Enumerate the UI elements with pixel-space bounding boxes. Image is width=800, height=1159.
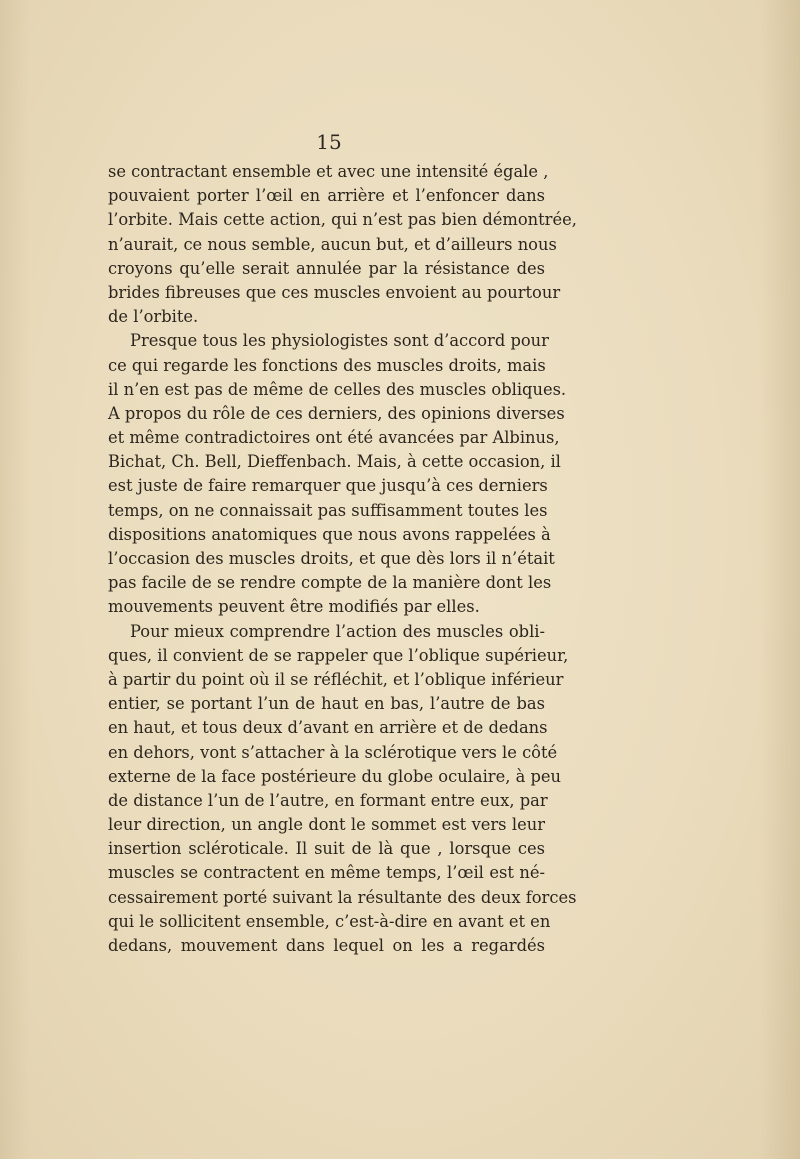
text-line: croyons qu’elle serait annulée par la résistance des — [108, 258, 545, 278]
text-line: dispositions anatomiques que nous avons rappelées à — [108, 524, 551, 544]
paragraph-2 — [108, 329, 567, 619]
text-line: de distance l’un de l’autre, en formant entre eux, par — [108, 790, 548, 810]
text-line: insertion scléroticale. Il suit de là que , lorsque ces — [108, 839, 545, 859]
text-line: leur direction, un angle dont le sommet est vers leur — [108, 815, 545, 835]
text-line: ce qui regarde les fonctions des muscles droits, mais — [108, 355, 546, 375]
page-edge-shadow-right — [760, 0, 800, 1159]
text-line: cessairement porté suivant la résultante des deux forces — [108, 887, 577, 907]
text-line: et même contradictoires ont été avancées par Albinus, — [108, 428, 560, 448]
paragraph-1 — [108, 160, 577, 329]
text-line: à partir du point où il se réfléchit, et l’oblique inférieur — [108, 669, 564, 689]
text-line: Bichat, Ch. Bell, Dieffenbach. Mais, à cette occasion, il — [108, 452, 561, 472]
text-line: temps, on ne connaissait pas suffisamment toutes les — [108, 500, 548, 520]
text-line: externe de la face postérieure du globe oculaire, à peu — [108, 766, 561, 786]
text-line: dedans, mouvement dans lequel on les a regardés — [108, 936, 545, 955]
text-line: n’aurait, ce nous semble, aucun but, et d’ailleurs nous — [108, 234, 557, 254]
text-line: en haut, et tous deux d’avant en arrière et de dedans — [108, 718, 548, 738]
text-line: Presque tous les physiologistes sont d’accord pour — [130, 331, 549, 351]
text-line: brides fibreuses que ces muscles envoient au pourtour — [108, 282, 561, 302]
text-line: l’occasion des muscles droits, et que dès lors il n’était — [108, 549, 555, 568]
text-line: en dehors, vont s’attacher à la sclérotique vers le côté — [108, 742, 558, 762]
text-line: pas facile de se rendre compte de la manière dont les — [108, 573, 552, 593]
text-line: ques, il convient de se rappeler que l’oblique supérieur, — [108, 645, 569, 665]
text-line: A propos du rôle de ces derniers, des opinions diverses — [108, 403, 565, 423]
paragraph-3 — [108, 620, 577, 959]
text-line: de l’orbite. — [108, 307, 199, 327]
text-line: il n’en est pas de même de celles des muscles obliques. — [108, 379, 567, 399]
text-line: muscles se contractent en même temps, l’œil est né- — [108, 863, 545, 883]
text-line: est juste de faire remarquer que jusqu’à ces derniers — [108, 476, 548, 496]
page-number: 15 — [316, 130, 342, 154]
text-line: qui le sollicitent ensemble, c’est-à-dire en avant et en — [108, 911, 551, 931]
text-line: mouvements peuvent être modifiés par elles. — [108, 597, 480, 617]
body-text — [108, 160, 577, 958]
text-line: se contractant ensemble et avec une intensité égale , — [108, 162, 549, 181]
page-edge-shadow-left — [0, 0, 30, 1159]
text-line: l’orbite. Mais cette action, qui n’est pas bien démontrée, — [108, 210, 577, 230]
text-line: Pour mieux comprendre l’action des muscles obli- — [130, 621, 545, 641]
text-line: pouvaient porter l’œil en arrière et l’enfoncer dans — [108, 186, 545, 206]
text-line: entier, se portant l’un de haut en bas, l’autre de bas — [108, 694, 545, 714]
